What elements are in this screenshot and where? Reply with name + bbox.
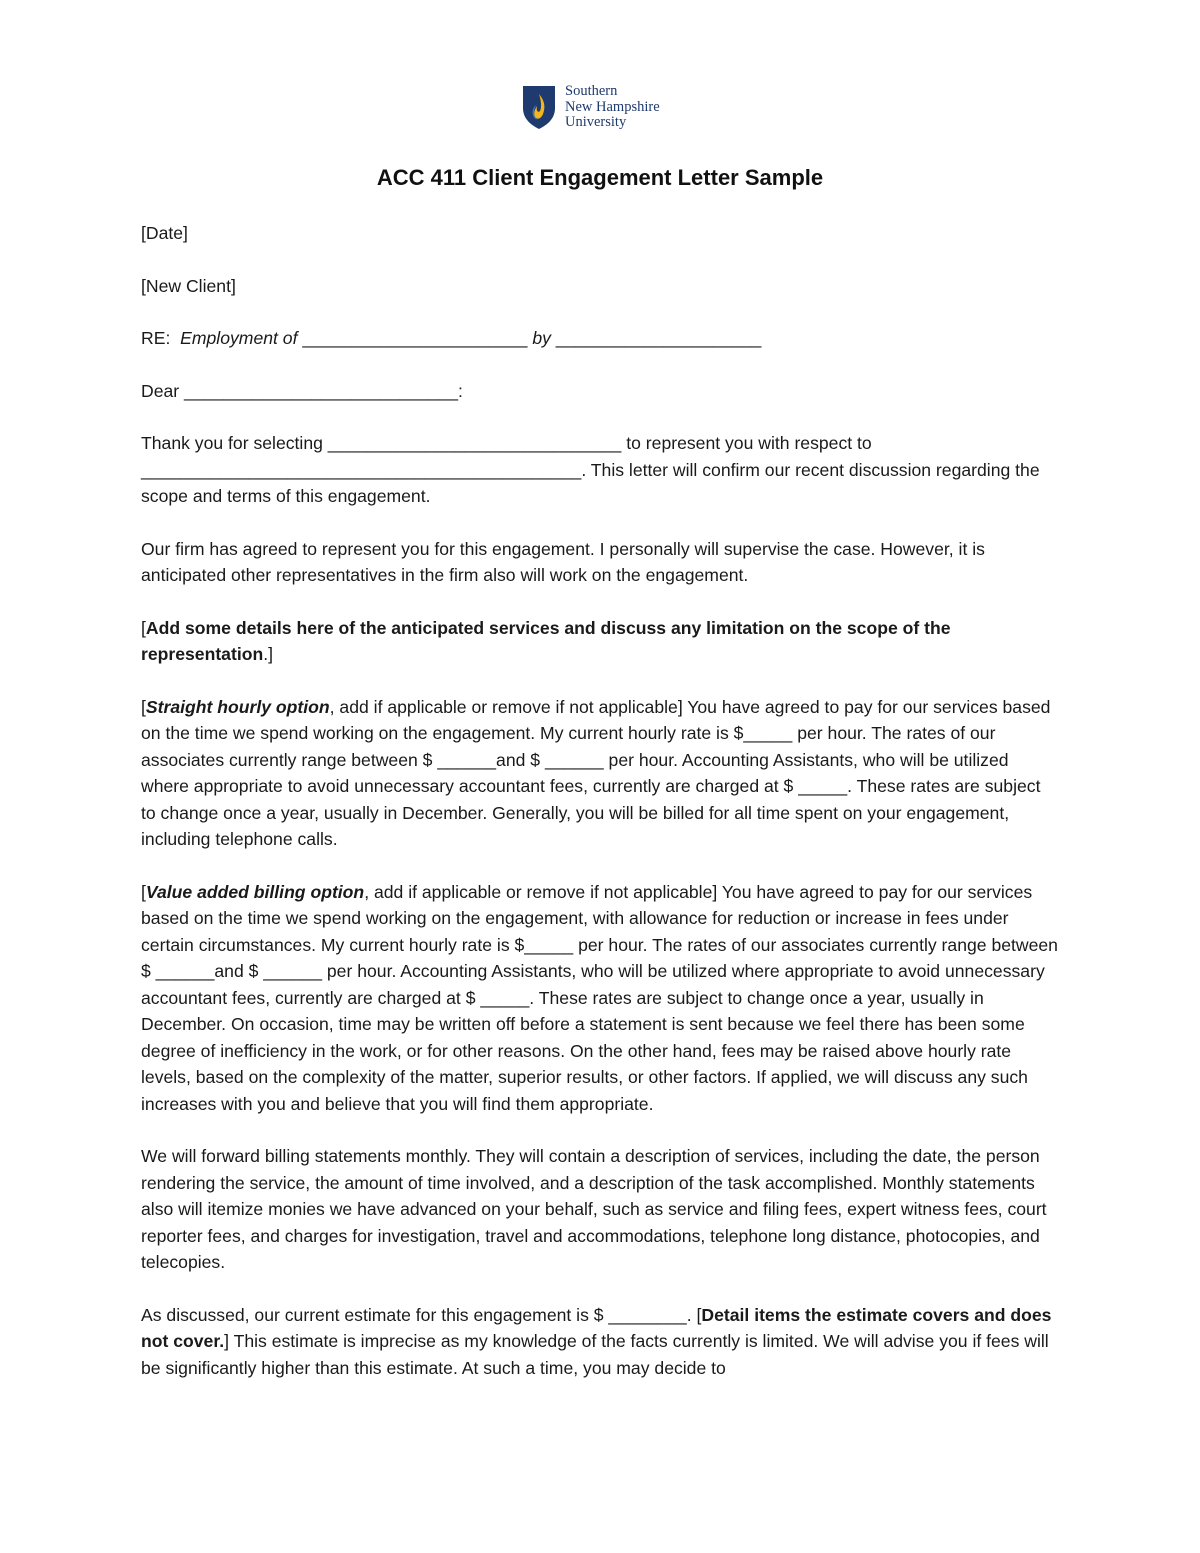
logo-line-2: New Hampshire [565, 98, 660, 115]
paragraph-value-billing-option [141, 879, 1059, 1118]
hourly-text: , add if applicable or remove if not applicable] You have agreed to pay for our services based on the time we spend working on the engagement. My current hourly rate is $_____ per hour. The rates of our associates currently range between $ ______and $ ______ per hour. Accounting Assistants, who will be utilized where appropriate to avoid unnecessary accountant fees, currently are charged at $ _____. These rates are subject to change once a year, usually in December. Generally, you will be billed for all time spent on your engagement, including telephone calls. [141, 696, 1051, 849]
dear-label: Dear [141, 380, 180, 401]
re-line [141, 325, 1059, 352]
paragraph-representation: Our firm has agreed to represent you for this engagement. I personally will supervise the case. However, it is anticipated other representatives in the firm also will work on the engagement. [141, 538, 985, 585]
intro-text-a: Thank you for selecting [141, 433, 323, 453]
estimate-text-b: ] This estimate is imprecise as my knowledge of the facts currently is limited. We will advise you if fees will be significantly higher than this estimate. At such a time, you may decide to [141, 1331, 1049, 1378]
value-text: , add if applicable or remove if not applicable] You have agreed to pay for our services based on the time we spend working on the engagement, with allowance for reduction or increase in fees under certain circumstances. My current hourly rate is $_____ per hour. The rates of our associates currently range between $ ______and $ ______ per hour. Accounting Assistants, who will be utilized where appropriate to avoid unnecessary accountant fees, currently are charged at $ _____. These rates are subject to change once a year, usually in December. On occasion, time may be written off before a statement is sent because we feel there has been some degree of inefficiency in the work, or for other reasons. On the other hand, fees may be raised above hourly rate levels, based on the complexity of the matter, superior results, or other factors. If applied, we will discuss any such increases with you and believe that you will find them appropriate. [141, 881, 1058, 1114]
paragraph-estimate [141, 1302, 1059, 1382]
re-by-label: by [532, 328, 551, 348]
hourly-open: [ [141, 696, 146, 717]
paragraph-intro [141, 430, 1059, 510]
value-open: [ [141, 881, 146, 902]
university-wordmark [565, 84, 660, 131]
paragraph-billing-statements: We will forward billing statements monthly. They will contain a description of services, including the date, the person rendering the service, the amount of time involved, and a description of the task accomplished. Monthly statements also will itemize monies we have advanced on your behalf, such as service and filing fees, expert witness fees, court reporter fees, and charges for investigation, travel and accommodations, telephone long distance, photocopies, and telecopies. [141, 1146, 1047, 1272]
value-option-label: Value added billing option [145, 881, 365, 902]
letter-body [141, 220, 1059, 1407]
intro-text-b: to represent you with respect to [626, 433, 872, 453]
logo-line-1: Southern [565, 83, 618, 99]
re-employment-label: Employment of [180, 328, 298, 348]
document-title: ACC 411 Client Engagement Letter Sample [376, 165, 824, 190]
logo-line-3: University [565, 114, 627, 130]
re-blank-employer: _____________________ [555, 328, 762, 348]
estimate-text-a: As discussed, our current estimate for this engagement is $ ________. [ [141, 1304, 702, 1325]
re-label: RE: [141, 328, 171, 348]
hourly-option-label: Straight hourly option [145, 696, 330, 717]
client-placeholder: [New Client] [141, 275, 236, 296]
flame-shield-icon [521, 84, 557, 130]
date-placeholder: [Date] [141, 223, 188, 243]
instruction-close: .] [263, 644, 273, 664]
instruction-bold: Add some details here of the anticipated services and discuss any limitation on the scope of the representation [141, 617, 951, 664]
estimate-bold: Detail items the estimate covers and does not cover. [141, 1304, 1052, 1351]
intro-blank-firm: ______________________________ [327, 433, 622, 453]
re-blank-employee: _______________________ [302, 328, 528, 348]
salutation [141, 378, 1059, 405]
paragraph-services-instruction [141, 615, 1059, 668]
dear-blank: ____________________________ [184, 380, 459, 401]
dear-colon: : [458, 380, 463, 401]
paragraph-hourly-option [141, 694, 1059, 853]
intro-text-c: . This letter will confirm our recent discussion regarding the scope and terms of this engagement. [141, 459, 1040, 506]
intro-blank-matter: _____________________________________________ [141, 459, 582, 480]
instruction-open: [ [141, 617, 146, 638]
university-logo [521, 84, 660, 131]
